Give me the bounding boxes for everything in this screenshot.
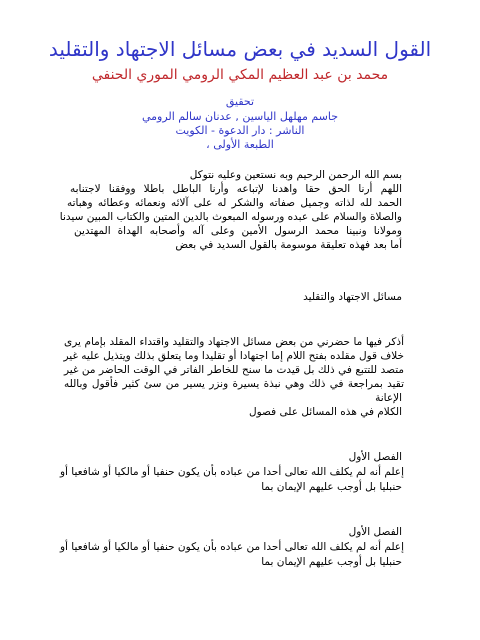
chapter-line: إعلم أنه لم يكلف الله تعالى أحدا من عباده بأن يكون حنفيا أو مالكيا أو شافعيا أو: [59, 466, 404, 478]
chapter-line: حنبليا بل أوجب عليهم الإيمان بما: [261, 556, 402, 568]
publisher-line: الناشر : دار الدعوة - الكويت: [175, 124, 305, 137]
editor-label: تحقيق: [225, 95, 255, 108]
section-title: مسائل الاجتهاد والتقليد: [303, 291, 402, 303]
intro-line: اللهم أرنا الحق حقا واهدنا لإتباعه وأرنا الباطل باطلا ووفقنا لاجتنابه: [70, 183, 402, 195]
edition-line: الطبعة الأولى ،: [206, 138, 274, 151]
intro-line: الحمد لله لذاته وجميل صفاته والشكر له على آلائه ونعمائه وعطائه وهباته: [67, 197, 402, 209]
intro-line: والصلاة والسلام على عبده ورسوله المبعوث بالدين المتين والكتاب المبين سيدنا: [59, 211, 402, 223]
book-title: القول السديد في بعض مسائل الاجتهاد والتقليد: [48, 37, 432, 61]
preface-line: متصد للتتبع في ذلك بل قيدت ما سنح للخاطر الفاتر في الوقت الحاضر من غير: [64, 364, 404, 376]
chapter-line: حنبليا بل أوجب عليهم الإيمان بما: [261, 481, 402, 493]
preface-line: تقيد بمراجعة في ذلك وهي نبذة يسيرة ونزر يسير من سئ كثير فأقول وبالله: [64, 378, 404, 390]
editors-line: جاسم مهلهل الياسين , عدنان سالم الرومي: [141, 110, 339, 123]
chapter-line: إعلم أنه لم يكلف الله تعالى أحدا من عباده بأن يكون حنفيا أو مالكيا أو شافعيا أو: [59, 541, 404, 553]
preface-line: أذكر فيها ما حضرني من بعض مسائل الاجتهاد والتقليد واقتداء المقلد بإمام يرى: [64, 336, 404, 348]
preface-line: الإعانة: [375, 392, 402, 404]
author-name: محمد بن عبد العظيم المكي الرومي الموري الحنفي: [91, 67, 389, 83]
intro-line: أما بعد فهذه تعليقة موسومة بالقول السديد في بعض: [175, 239, 402, 251]
intro-line: بسم الله الرحمن الرحيم وبه نستعين وعليه نتوكل: [189, 169, 402, 181]
preface-line: خلاف قول مقلده بفتح اللام إما اجتهادا أو تقليدا وما يتعلق بذلك ويتذيل عليه غير: [63, 350, 404, 362]
intro-line: ومولانا ونبينا محمد الرسول الأمين وعلى آله وأصحابه الهداة المهتدين: [74, 225, 402, 237]
chapter-heading: الفصل الأول: [348, 526, 402, 538]
chapter-heading: الفصل الأول: [348, 451, 402, 463]
preface-line: الكلام في هذه المسائل على فصول: [249, 406, 402, 418]
